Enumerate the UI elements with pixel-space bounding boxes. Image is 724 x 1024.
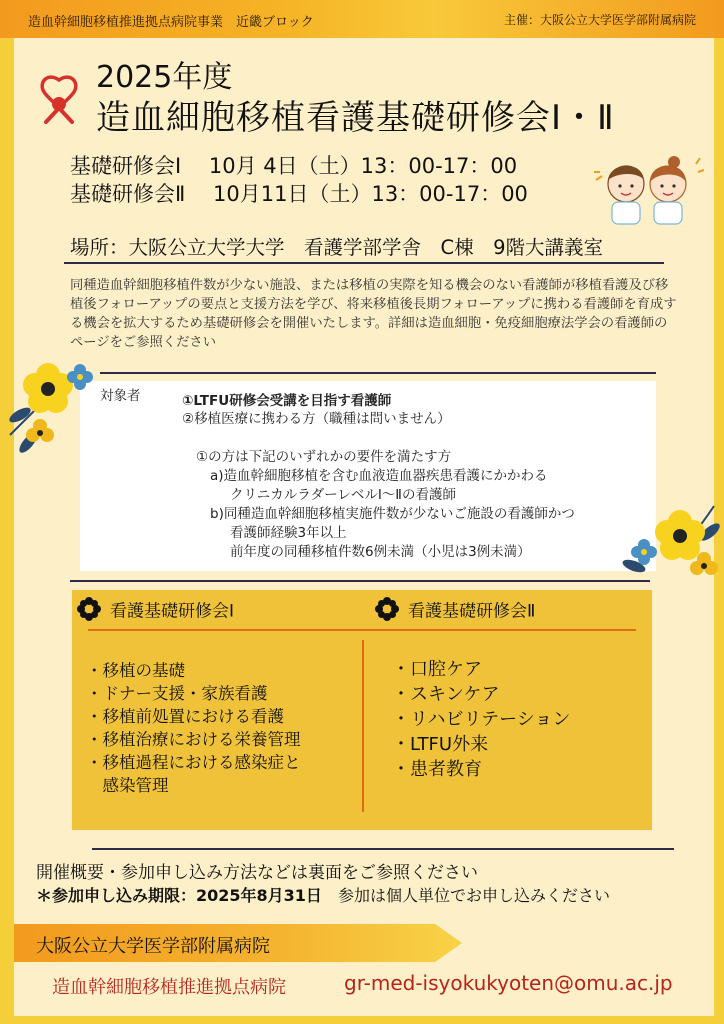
- course-2-item: ・患者教育: [392, 759, 482, 780]
- left-border: [0, 0, 14, 1024]
- application-deadline: ＊参加申し込み期限：2025年8月31日: [36, 886, 322, 905]
- venue: 場所：大阪公立大学大学 看護学部学舎 C棟 9階大講義室: [70, 236, 604, 259]
- course-1-item: 感染管理: [86, 776, 169, 795]
- nurses-illustration-icon: [588, 150, 708, 226]
- course-1-item: ・移植過程における感染症と: [86, 753, 301, 772]
- course-2-item: ・リハビリテーション: [392, 709, 571, 730]
- bottom-border: [0, 1016, 724, 1024]
- requirement-b-line-1: b)同種造血幹細胞移植実施件数が少ないご施設の看護師かつ: [210, 506, 575, 522]
- course-1-item: ・移植治療における栄養管理: [86, 730, 301, 749]
- course-2-heading: [374, 596, 535, 622]
- course-2-item: ・口腔ケア: [392, 659, 482, 680]
- requirement-a-line-1: a)造血幹細胞移植を含む血液造血器疾患看護にかかわる: [210, 468, 548, 484]
- course-heading-underline: [88, 629, 636, 631]
- info-divider: [92, 848, 674, 850]
- ribbon-icon: [36, 74, 82, 124]
- info-deadline-line: [36, 883, 610, 906]
- course-1-item: ・ドナー支援・家族看護: [86, 684, 268, 703]
- course-1-item: ・移植の基礎: [86, 661, 185, 680]
- application-note: 参加は個人単位でお申し込みください: [321, 886, 610, 905]
- schedule-course-2: 基礎研修会Ⅱ 10月11日（土）13：00-17：00: [70, 182, 528, 206]
- flower-bullet-icon: [374, 596, 400, 622]
- requirement-b-line-2: 看護師経験3年以上: [230, 525, 347, 541]
- target-label: 対象者: [100, 388, 141, 404]
- page-title: 造血細胞移植看護基礎研修会Ⅰ・Ⅱ: [96, 98, 615, 138]
- section-divider: [100, 372, 656, 374]
- target-item-2: ②移植医療に携わる方（職種は問いません）: [182, 411, 451, 427]
- contact-department: 造血幹細胞移植推進拠点病院: [52, 977, 286, 998]
- description: 同種造血幹細胞移植件数が少ない施設、または移植の実際を知る機会のない看護師が移植看護及び移植後フォローアップの要点と支援方法を学び、将来移植後長期フォローアップに携わる看護師を育成する機会を拡大するため基礎研修会を開催いたします。詳細は造血細胞・免疫細胞療法学会の看護師のページをご参照ください: [70, 278, 677, 350]
- contact-email[interactable]: gr-med-isyokukyoten@omu.ac.jp: [344, 971, 673, 995]
- course-1-heading: [76, 596, 234, 622]
- requirement-b-line-3: 前年度の同種移植件数6例未満（小児は3例未満）: [230, 544, 531, 560]
- course-2-title: 看護基礎研修会Ⅱ: [408, 601, 536, 622]
- title-year: 2025年度: [96, 60, 233, 95]
- course-2-item: ・スキンケア: [392, 684, 500, 705]
- course-2-item: ・LTFU外来: [392, 734, 489, 755]
- course-column-divider: [362, 640, 364, 812]
- requirement-a-line-2: クリニカルラダーレベルⅠ～Ⅱの看護師: [230, 487, 456, 503]
- header-program: 造血幹細胞移植推進拠点病院事業 近畿ブロック: [28, 15, 314, 30]
- venue-underline: [64, 262, 664, 264]
- header-organizer: 主催：大阪公立大学医学部附属病院: [503, 13, 696, 27]
- schedule-course-1: 基礎研修会Ⅰ 10月 4日（土）13：00-17：00: [70, 154, 518, 178]
- course-1-item: ・移植前処置における看護: [86, 707, 284, 726]
- flower-left-icon: [0, 355, 108, 455]
- flower-right-icon: [614, 496, 724, 588]
- flower-bullet-icon: [76, 596, 102, 622]
- info-reference: 開催概要・参加申し込み方法などは裏面をご参照ください: [36, 863, 478, 883]
- courses-top-divider: [70, 580, 650, 582]
- requirement-intro: ①の方は下記のいずれかの要件を満たす方: [196, 449, 452, 465]
- target-item-1: ①LTFU研修会受講を目指す看護師: [182, 393, 392, 409]
- course-1-title: 看護基礎研修会Ⅰ: [110, 601, 235, 622]
- footer-hospital: 大阪公立大学医学部附属病院: [36, 936, 270, 957]
